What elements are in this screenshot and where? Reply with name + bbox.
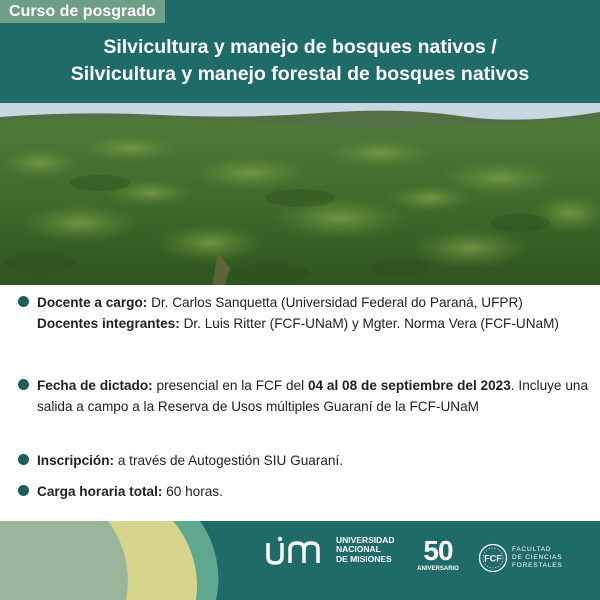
fecha-dates: 04 al 08 de septiembre del 2023 xyxy=(307,378,511,393)
bullet-icon xyxy=(18,296,29,307)
svg-text:FCF: FCF xyxy=(484,553,502,564)
fcf-wordmark: FACULTAD DE CIENCIAS FORESTALES xyxy=(512,546,563,569)
fcf-logo xyxy=(478,543,563,573)
unam-logo xyxy=(262,535,395,565)
inscripcion-value: a través de Autogestión SIU Guaraní. xyxy=(117,453,344,468)
carga-item xyxy=(18,481,588,502)
unam-wordmark: UNIVERSIDAD NACIONAL DE MISIONES xyxy=(336,534,395,564)
docentes-item xyxy=(18,292,588,334)
fcf-seal-icon xyxy=(478,543,508,573)
fecha-salida: Incluye una salida a campo a la Reserva de Usos múltiples Guaraní de la FCF-UNaM xyxy=(37,378,589,414)
carga-value: 60 horas. xyxy=(166,484,223,499)
integrantes-value: Dr. Luis Ritter (FCF-UNaM) y Mgter. Norma Vera (FCF-UNaM) xyxy=(183,316,559,331)
fecha-item xyxy=(18,375,588,417)
aniversario-number: 50 xyxy=(423,535,453,566)
unam-mark-icon xyxy=(262,535,328,565)
fecha-label: Fecha de dictado: xyxy=(37,378,153,393)
inscripcion-item xyxy=(18,450,588,471)
forest-photo xyxy=(0,103,600,285)
inscripcion-label: Inscripción: xyxy=(37,453,115,468)
aniversario-label: ANIVERSARIO xyxy=(417,566,459,572)
course-info xyxy=(0,285,600,521)
docente-value: Dr. Carlos Sanquetta (Universidad Federal do Paraná, UFPR) xyxy=(151,295,523,310)
fecha-intro: presencial en la FCF del xyxy=(156,378,305,393)
docente-label: Docente a cargo: xyxy=(37,295,148,310)
header-banner xyxy=(0,0,600,103)
title-line-1: Silvicultura y manejo de bosques nativos / xyxy=(103,36,497,58)
fecha-period: . xyxy=(510,378,515,393)
bullet-icon xyxy=(18,454,29,465)
footer-banner xyxy=(0,521,600,600)
aniversario-logo xyxy=(414,537,462,573)
bullet-icon xyxy=(18,379,29,390)
title-line-2: Silvicultura y manejo forestal de bosques nativos xyxy=(70,63,530,85)
integrantes-label: Docentes integrantes: xyxy=(37,316,180,331)
course-title xyxy=(0,34,600,88)
carga-label: Carga horaria total: xyxy=(37,484,163,499)
course-type-tag: Curso de posgrado xyxy=(0,0,165,23)
bullet-icon xyxy=(18,485,29,496)
